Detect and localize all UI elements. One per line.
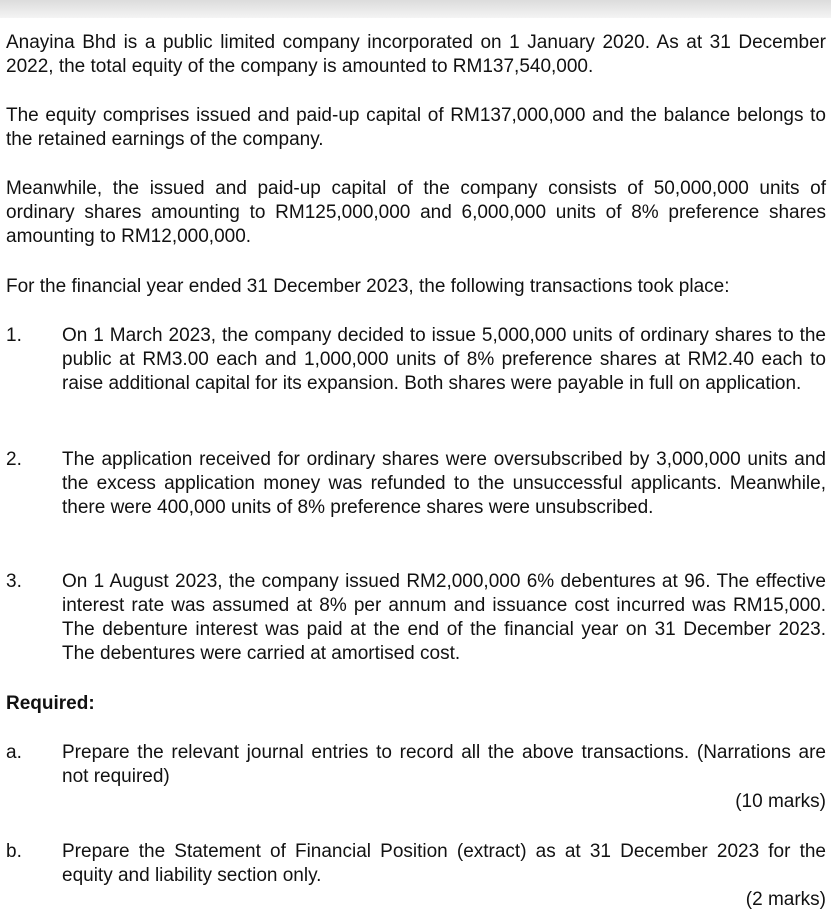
transaction-text: On 1 August 2023, the company issued RM2,000,000 6% debentures at 96. The effective interest rate was assumed at 8% per annum and issuance cost incurred was RM15,000. The debenture interest was paid at the end of the financial year on 31 December 2023. The debentures were carried at amortised cost.	[62, 571, 826, 664]
intro-paragraph-4: For the financial year ended 31 December 2023, the following transactions took place:	[6, 276, 730, 297]
part-text: Prepare the relevant journal entries to record all the above transactions. (Narrations are not required)	[62, 742, 826, 787]
part-b-marks: (2 marks)	[745, 889, 826, 910]
transaction-number: 3.	[6, 571, 22, 592]
intro-paragraph-2: The equity comprises issued and paid-up capital of RM137,000,000 and the balance belongs to the retained earnings of the company.	[6, 105, 826, 150]
transaction-text: The application received for ordinary shares were oversubscribed by 3,000,000 units and the excess application money was refunded to the unsuccessful applicants. Meanwhile, there were 400,000 units of 8% preference shares were unsubscribed.	[62, 449, 826, 518]
part-a-marks: (10 marks)	[735, 791, 826, 812]
part-label: b.	[6, 841, 22, 862]
part-text: Prepare the Statement of Financial Position (extract) as at 31 December 2023 for the equity and liability section only.	[62, 841, 826, 886]
top-edge-shadow	[0, 0, 831, 18]
intro-paragraph-1: Anayina Bhd is a public limited company incorporated on 1 January 2020. As at 31 December 2022, the total equity of the company is amounted to RM137,540,000.	[6, 32, 826, 77]
required-heading: Required:	[6, 693, 95, 714]
transaction-number: 2.	[6, 449, 22, 470]
transaction-text: On 1 March 2023, the company decided to issue 5,000,000 units of ordinary shares to the public at RM3.00 each and 1,000,000 units of 8% preference shares at RM2.40 each to raise additional capital for its expansion. Both shares were payable in full on application.	[62, 325, 826, 394]
intro-paragraph-3: Meanwhile, the issued and paid-up capital of the company consists of 50,000,000 units of ordinary shares amounting to RM125,000,000 and 6,000,000 units of 8% preference shares amounting to RM12,000,000.	[6, 178, 826, 247]
part-label: a.	[6, 742, 22, 763]
transaction-number: 1.	[6, 325, 22, 346]
